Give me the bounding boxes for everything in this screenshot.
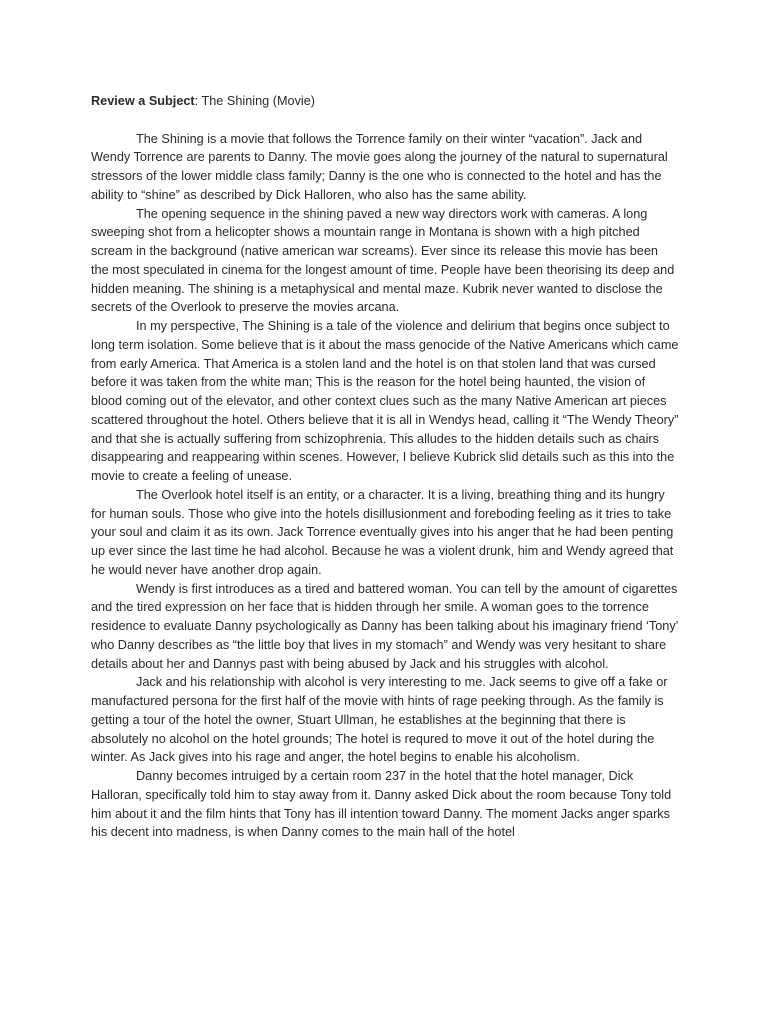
paragraph: Wendy is first introduces as a tired and battered woman. You can tell by the amount of cigarettes and the tired expression on her face that is hidden through her smile. A woman goes to the torrence residence to evaluate Danny psychologically as Danny has been talking about his imaginary friend ‘Tony’ who Danny describes as “the little boy that lives in my stomach” and Wendy was very hesitant to share details about her and Dannys past with being abused by Jack and his struggles with alcohol. (91, 581, 679, 671)
paragraph: The Shining is a movie that follows the Torrence family on their winter “vacation”. Jack and Wendy Torrence are parents to Danny. The movie goes along the journey of the natural to supernatural stressors of the lower middle class family; Danny is the one who is connected to the hotel and has the ability to “shine” as described by Dick Halloren, who also has the same ability. (91, 131, 668, 202)
heading-subject: The Shining (Movie) (201, 94, 316, 108)
document-body (91, 92, 679, 842)
heading-separator: : (194, 94, 202, 108)
paragraph: The opening sequence in the shining paved a new way directors work with cameras. A long sweeping shot from a helicopter shows a mountain range in Montana is shown with a high pitched scream in the background (native american war screams). Ever since its release this movie has been the most speculated in cinema for the longest amount of time. People have been theorising its deep and hidden meaning. The shining is a metaphysical and mental maze. Kubrik never wanted to disclose the secrets of the Overlook to preserve the movies arcana. (91, 206, 675, 315)
heading-label: Review a Subject (91, 94, 195, 108)
paragraph: The Overlook hotel itself is an entity, or a character. It is a living, breathing thing and its hungry for human souls. Those who give into the hotels disillusionment and foreboding feeling as it tries to take your soul and claim it as its own. Jack Torrence eventually gives into his anger that he had been penting up ever since the last time he had alcohol. Because he was a violent drunk, him and Wendy agreed that he would never have another drop again. (91, 487, 674, 577)
document-heading (91, 92, 679, 111)
paragraph: In my perspective, The Shining is a tale of the violence and delirium that begins once subject to long term isolation. Some believe that is it about the mass genocide of the Native Americans which came from early America. That America is a stolen land and the hotel is on that stolen land that was cursed before it was taken from the white man; This is the reason for the hotel being haunted, the vision of blood coming out of the elevator, and other context clues such as the many Native American art pieces scattered throughout the hotel. Others believe that it is all in Wendys head, calling it “The Wendy Theory” and that she is actually suffering from schizophrenia. This alludes to the hidden details such as chairs disappearing and reappearing within scenes. However, I believe Kubrick slid details such as this into the movie to create a feeling of unease. (91, 319, 679, 483)
paragraph: Jack and his relationship with alcohol is very interesting to me. Jack seems to give off a fake or manufactured persona for the first half of the movie with hints of rage peeking through. As the family is getting a tour of the hotel the owner, Stuart Ullman, he establishes at the beginning that there is absolutely no alcohol on the hotel grounds; The hotel is requred to move it out of the hotel during the winter. As Jack gives into his rage and anger, the hotel begins to enable his alcoholism. (91, 675, 668, 765)
paragraph: Danny becomes intruiged by a certain room 237 in the hotel that the hotel manager, Dick Halloran, specifically told him to stay away from it. Danny asked Dick about the room because Tony told him about it and the film hints that Tony has ill intention toward Danny. The moment Jacks anger sparks his decent into madness, is when Danny comes to the main hall of the hotel (91, 769, 672, 840)
